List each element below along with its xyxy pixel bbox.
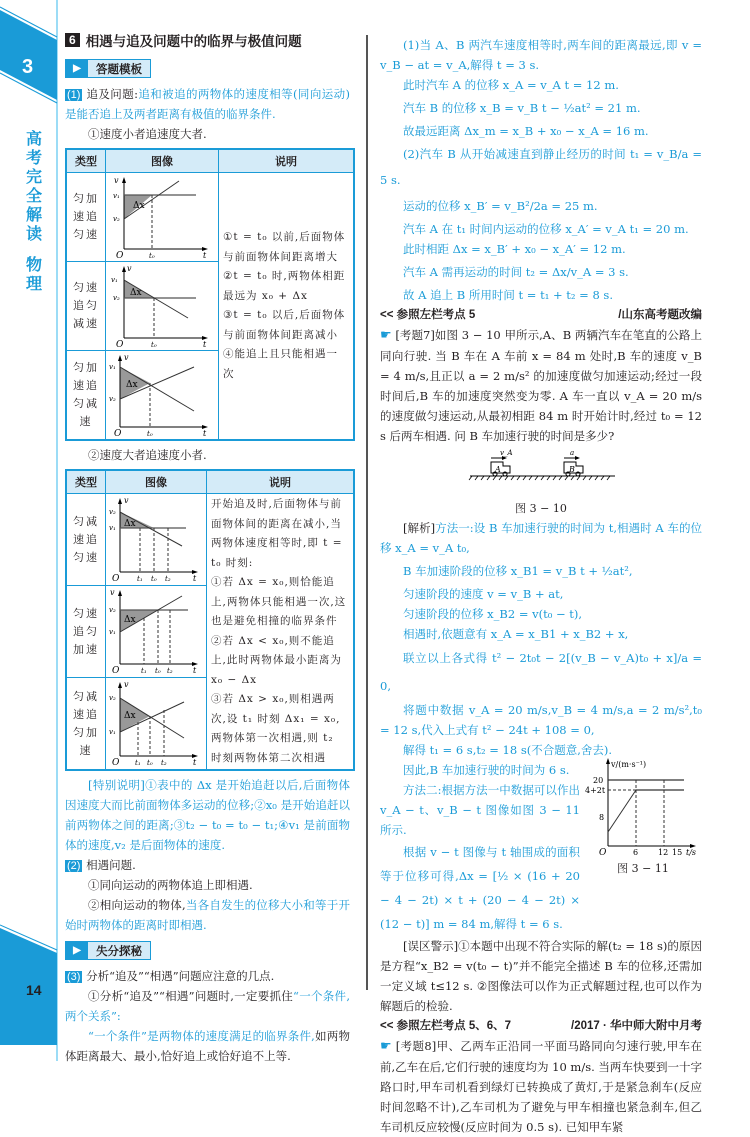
svg-text:15: 15 [672, 848, 683, 856]
svg-text:t: t [193, 666, 197, 674]
vt-graph-accel-chase-decel [106, 351, 218, 436]
svg-text:v₂: v₂ [109, 395, 116, 403]
svg-text:t₀: t₀ [151, 575, 157, 582]
section-number-badge: 6 [65, 33, 80, 47]
car-a [491, 449, 513, 476]
svg-text:v: v [124, 496, 129, 505]
svg-text:t: t [203, 429, 207, 436]
svg-text:v₂: v₂ [109, 694, 116, 702]
answer-template-header: ▶ 答题模板 [65, 59, 151, 78]
svg-text:v: v [127, 264, 132, 273]
svg-text:t₁: t₁ [135, 759, 141, 766]
table-slow-chase-fast: 类型 图像 说明 匀加速追匀速 Δx v v₁ v₂ O t₀ t ①t = t₀ 以前,后面物体与前面物体间距离增大 ②t = t₀ 时,两物体相距最远为 x₀ + Δx ③t = t₀ 以后,后面物体与前面物体间距离减小 ④能追上且只能相遇一次 匀速追匀减速 Δx v v₁ v₂ O t₀ t 匀加速追匀减速 Δx v v₁ v₂ O t₀ t [65, 148, 355, 441]
svg-text:t₀: t₀ [149, 252, 155, 258]
svg-text:t₀: t₀ [151, 341, 157, 347]
svg-text:t₂: t₂ [165, 575, 171, 582]
figure-3-10-cars [380, 446, 702, 496]
svg-text:v₁: v₁ [113, 192, 120, 200]
table-row: 匀减速追匀速 Δx v v₂ v₁ O t₁ t₀ t₂ t 开始追及时,后面物体与前面物体间的距离在减小,当两物体速度相等时,即 t = t₀ 时刻: ①若 Δx = x₀,则恰能追上,两物体只能相遇一次,这也是避免相撞的临界条件 ②若 Δx < x₀,则不能追上,此时两物体最小距离为 x₀ − Δx ③若 Δx > x₀,则相遇两次,设 t₁ 时刻 Δx₁ = x₀,两物体第一次相遇,则 t₂ 时刻两物体第二次相遇 [66, 494, 354, 586]
figure-3-11-caption: 图 3 − 11 [617, 862, 669, 875]
svg-text:v₂: v₂ [109, 508, 116, 516]
car-b [564, 449, 583, 476]
svg-text:Δx: Δx [126, 380, 138, 390]
svg-text:8: 8 [599, 813, 605, 822]
svg-text:O: O [112, 574, 120, 582]
svg-text:B: B [569, 465, 575, 474]
subheading-slow-chase-fast: ①速度小者追速度大者. [88, 127, 207, 141]
vt-graph-decel-chase-uniform [106, 494, 204, 582]
svg-text:t₂: t₂ [161, 759, 167, 766]
figure-3-11-vt-graph [584, 756, 702, 856]
figure-3-10-caption: 图 3 − 10 [515, 502, 567, 515]
reference-line-2: << 参照左栏考点 5、6、7 /2017 · 华中师大附中月考 [380, 1020, 702, 1032]
svg-text:v/(m·s⁻¹): v/(m·s⁻¹) [611, 760, 647, 769]
vt-graph-uniform-chase-accel [106, 586, 204, 674]
chapter-number: 3 [22, 56, 34, 78]
svg-text:t: t [193, 758, 197, 766]
vt-graph-decel-chase-accel [106, 678, 204, 766]
svg-text:v₁: v₁ [111, 276, 118, 284]
svg-text:12: 12 [658, 848, 669, 856]
svg-text:O: O [114, 429, 122, 436]
paragraph-chase: (1) 追及问题:追和被追的两物体的速度相等(同向运动)是能否追上及两者距离有极值的临界条件. [65, 87, 351, 121]
svg-text:t/s: t/s [686, 848, 697, 856]
svg-text:v: v [110, 588, 115, 597]
meeting-item-2: ②相向运动的物体,当各自发生的位移大小和等于开始时两物体的距离时即相遇. [65, 898, 351, 932]
section-heading [65, 30, 350, 50]
solution-continued: (1)当 A、B 两汽车速度相等时,两车间的距离最远,即 v = v_B − at = v_A,解得 t = 3 s. 此时汽车 A 的位移 x_A = v_A t = 12 m. 汽车 B 的位移 x_B = v_B t − ½at² = 21 m. 故最远距离 Δx_m = x_B + x₀ − x_A = 16 m. (2)汽车 B 从开始减速直到静止经历的时间 t₁ = v_B/a = 5 s. 运动的位移 x_B′ = v_B²/2a = 25 m. 汽车 A 在 t₁ 时间内运动的位移 x_A′ = v_A t₁ = 20 m. 此时相距 Δx = x_B′ + x₀ − x_A′ = 12 m. 汽车 A 需再运动的时间 t₂ = Δx/v_A = 3 s. 故 A 追上 B 所用时间 t = t₁ + t₂ = 8 s. [380, 38, 702, 302]
svg-text:v₁: v₁ [109, 524, 116, 532]
svg-text:Δx: Δx [124, 711, 136, 721]
table1-description: ①t = t₀ 以前,后面物体与前面物体间距离增大 ②t = t₀ 时,两物体相距最远为 x₀ + Δx ③t = t₀ 以后,后面物体与前面物体间距离减小 ④能追上且只能相遇一次 [219, 173, 355, 441]
column-divider [366, 35, 368, 990]
svg-text:O: O [112, 666, 120, 674]
table-fast-chase-slow: 类型 图像 说明 匀减速追匀速 Δx v v₂ v₁ O t₁ t₀ t₂ t 开始追及时,后面物体与前面物体间的距离在减小,当两物体速度相等时,即 t = t₀ 时刻: ①若 Δx = x₀,则恰能追上,两物体只能相遇一次,这也是避免相撞的临界条件 ②若 Δx < x₀,则不能追上,此时两物体最小距离为 x₀ − Δx ③若 Δx > x₀,则相遇两次,设 t₁ 时刻 Δx₁ = x₀,两物体第一次相遇,则 t₂ 时刻两物体第二次相遇 匀速追匀加速 Δx v v₂ v₁ O t₁ t₀ t₂ t 匀减速追匀加速 Δx v v₂ v₁ O t₁ t₀ t₂ t [65, 469, 355, 771]
subheading-fast-chase-slow: ②速度大者追速度小者. [88, 448, 207, 462]
vertical-book-title: 高 考 完 全 解 读 物 理 [25, 131, 42, 293]
svg-text:v₂: v₂ [113, 294, 120, 302]
figure-3-11 [584, 756, 702, 878]
table-row: 匀速追匀加速 Δx v v₂ v₁ O t₁ t₀ t₂ t [66, 586, 354, 678]
question-7: ☛ [考题7]如图 3 − 10 甲所示,A、B 两辆汽车在笔直的公路上同向行驶. 当 B 车在 A 车前 x = 84 m 处时,B 车的速度 v_B = 4 m/s,且正以 a = 2 m/s² 的加速度做匀加速运动;经过一段时间后,B 车的加速度突然变为零. A 车一直以 v_A = 20 m/s 的速度做匀速运动,从最初相距 84 m 时开始计时,经过 t₀ = 12 s 后两车相遇. 问 B 车加速行驶的时间是多少? [380, 328, 702, 443]
svg-text:t: t [193, 574, 197, 582]
svg-text:v₁: v₁ [109, 728, 116, 736]
analysis: [解析]方法一:设 B 车加速行驶的时间为 t,相遇时 A 车的位移 x_A = v_A t₀, B 车加速阶段的位移 x_B1 = v_B t + ½at², 匀速阶段的速度 v = v_B + at, 匀速阶段的位移 x_B2 = v(t₀ − t), 相遇时,依题意有 x_A = x_B1 + x_B2 + x, 联立以上各式得 t² − 2t₀t − 2[(v_B − v_A)t₀ + x]/a = 0, 将题中数据 v_A = 20 m/s,v_B = 4 m/s,a = 2 m/s²,t₀ = 12 s,代入上式有 t² − 24t + 108 = 0, 解得 t₁ = 6 s,t₂ = 18 s(不合题意,舍去). 因此,B 车加速行驶的时间为 6 s. 方法二:根据方法一中数据可以作出 v_A − t、v_B − t 图像如图 3 − 11 所示. 根据 v − t 图像与 t 轴围成的面积等于位移可得,Δx = [½ × (16 + 20 − 4 − 2t) × t + (20 − 4 − 2t) × (12 − t)] m = 84 m,解得 t = 6 s. v/(m·s⁻¹) 20 4+2t 8 O 6 12 15 t/s 图 3 − 11 [380, 521, 702, 931]
question-8: ☛ [考题8]甲、乙两车正沿同一平面马路同向匀速行驶,甲车在前,乙车在后,它们行驶的速度均为 10 m/s. 当两车快要到一十字路口时,甲车司机看到绿灯已转换成了黄灯,于是紧急刹车(反应时间忽略不计),乙车司机为了避免与甲车相撞也紧急刹车,但乙车司机反应较慢(反应时间为 0.5 s). 已知甲车紧 [380, 1039, 703, 1134]
lost-points-header: ▶ 失分探秘 [65, 941, 151, 960]
svg-text:O: O [599, 848, 607, 856]
svg-text:t₀: t₀ [147, 759, 153, 766]
svg-text:O: O [116, 251, 124, 258]
svg-text:a: a [570, 449, 575, 457]
svg-text:v_A: v_A [500, 449, 513, 457]
special-note: [特别说明]①表中的 Δx 是开始追赶以后,后面物体因速度大而比前面物体多运动的位移;②x₀ 是开始追赶以前两物体之间的距离;③t₂ − t₀ = t₀ − t₁;④v₁ 是前面物体的速度,v₂ 是后面物体的速度. [65, 778, 350, 852]
svg-text:t₀: t₀ [147, 430, 153, 436]
svg-text:Δx: Δx [124, 615, 136, 625]
svg-text:t₁: t₁ [141, 667, 147, 674]
table-row: 匀速追匀减速 Δx v v₁ v₂ O t₀ t [66, 262, 354, 351]
svg-text:v₁: v₁ [109, 628, 116, 636]
svg-text:v: v [124, 680, 129, 689]
reference-line-1: << 参照左栏考点 5 /山东高考题改编 [380, 309, 702, 321]
vt-graph-accel-chase-uniform [106, 173, 218, 258]
section-title: 相遇与追及问题中的临界与极值问题 [85, 34, 302, 49]
svg-text:v₂: v₂ [113, 215, 120, 223]
table-row: 匀加速追匀减速 Δx v v₁ v₂ O t₀ t [66, 351, 354, 441]
svg-text:O: O [116, 340, 124, 347]
svg-text:O: O [112, 758, 120, 766]
play-triangle-icon: ▶ [66, 60, 88, 77]
svg-text:t: t [203, 340, 207, 347]
svg-text:t₂: t₂ [167, 667, 173, 674]
svg-text:v: v [124, 353, 129, 362]
pointing-hand-icon: ☛ [380, 1039, 392, 1054]
svg-text:Δx: Δx [124, 519, 136, 529]
svg-text:6: 6 [633, 848, 639, 856]
paragraph-notes: (3) 分析“追及”“相遇”问题应注意的几点. [67, 969, 275, 983]
chapter-sidebar [0, 0, 58, 1061]
svg-text:v₂: v₂ [109, 606, 116, 614]
meeting-item-1: ①同向运动的两物体追上即相遇. [88, 878, 253, 892]
svg-text:t₁: t₁ [137, 575, 143, 582]
notes-item-1: ①分析“追及”“相遇”问题时,一定要抓住“一个条件,两个关系”: [65, 989, 350, 1023]
left-column [65, 30, 351, 1066]
vt-graph-uniform-chase-decel [106, 262, 218, 347]
notes-item-2: “一个条件”是两物体的速度满足的临界条件,如两物体距离最大、最小,恰好追上或恰好追不上等. [65, 1029, 350, 1063]
play-triangle-icon: ▶ [66, 942, 88, 959]
svg-text:t₀: t₀ [155, 667, 161, 674]
svg-text:v₁: v₁ [109, 363, 116, 371]
table-row: 匀加速追匀速 Δx v v₁ v₂ O t₀ t ①t = t₀ 以前,后面物体与前面物体间距离增大 ②t = t₀ 时,两物体相距最远为 x₀ + Δx ③t = t₀ 以后,后面物体与前面物体间距离减小 ④能追上且只能相遇一次 [66, 173, 354, 262]
svg-text:4+2t: 4+2t [585, 786, 606, 795]
right-column [380, 35, 702, 1137]
svg-text:Δx: Δx [133, 201, 145, 211]
svg-text:Δx: Δx [130, 288, 142, 298]
svg-text:v: v [114, 176, 119, 185]
svg-text:t: t [203, 251, 207, 258]
svg-text:20: 20 [593, 776, 604, 785]
table-row: 匀减速追匀加速 Δx v v₂ v₁ O t₁ t₀ t₂ t [66, 678, 354, 771]
page-number: 14 [26, 982, 42, 998]
svg-text:A: A [495, 465, 501, 474]
paragraph-meeting: (2) 相遇问题. [67, 858, 136, 872]
table2-description: 开始追及时,后面物体与前面物体间的距离在减小,当两物体速度相等时,即 t = t₀ 时刻: ①若 Δx = x₀,则恰能追上,两物体只能相遇一次,这也是避免相撞的临界条件 ②若 Δx < x₀,则不能追上,此时两物体最小距离为 x₀ − Δx ③若 Δx > x₀,则相遇两次,设 t₁ 时刻 Δx₁ = x₀,两物体第一次相遇,则 t₂ 时刻两物体第二次相遇 [207, 494, 355, 771]
pointing-hand-icon: ☛ [380, 328, 392, 343]
common-mistake-warning: [误区警示]①本题中出现不符合实际的解(t₂ = 18 s)的原因是方程“x_B2 = v(t₀ − t)”并不能完全描述 B 车的位移,还需加一定义域 t≤12 s. ②图像法可以作为正式解题过程,也可以作为解题后的检验. [380, 939, 702, 1013]
